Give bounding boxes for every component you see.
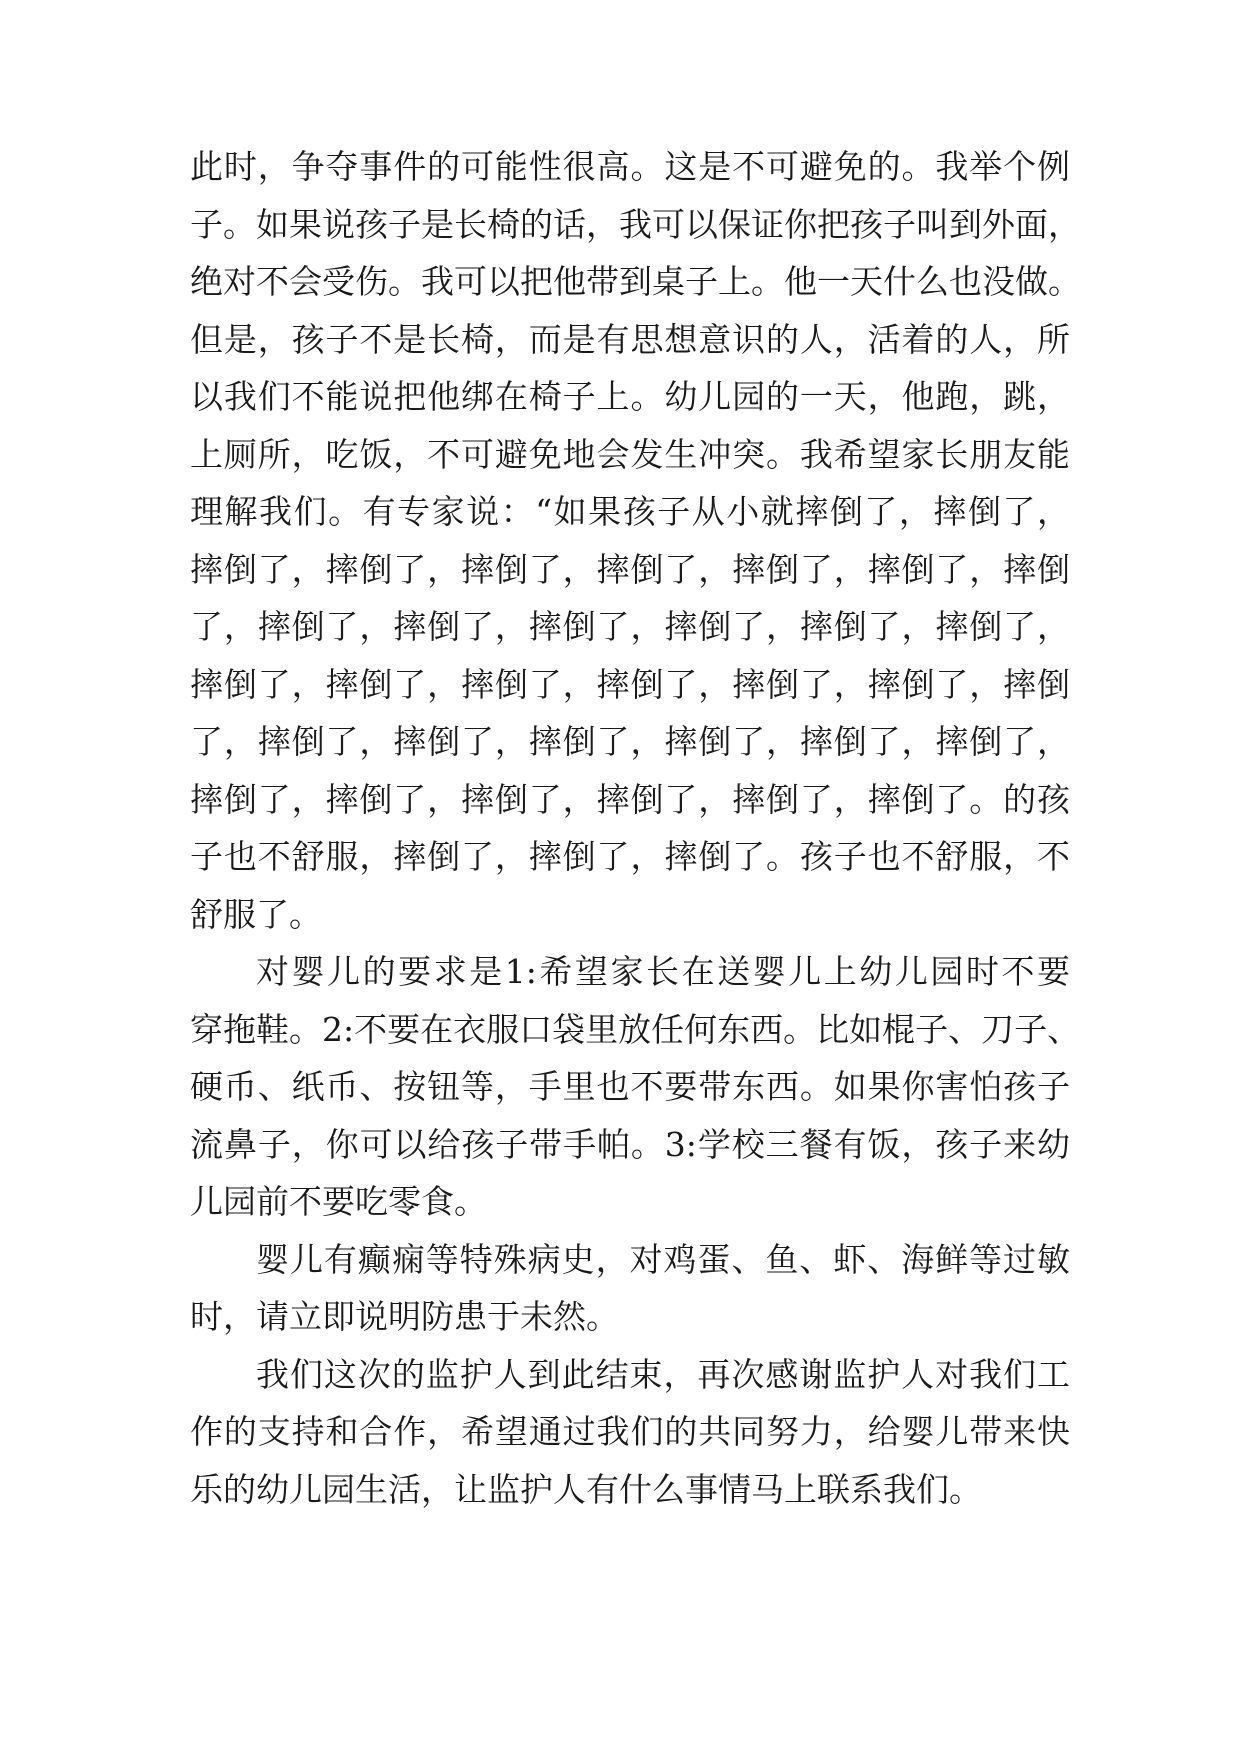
text-line: 作的支持和合作，希望通过我们的共同努力，给婴儿带来快 bbox=[190, 1412, 1070, 1451]
paragraph-3 bbox=[190, 1231, 1070, 1346]
paragraph-1 bbox=[190, 138, 1081, 943]
text-line: 时，请立即说明防患于未然。 bbox=[190, 1297, 619, 1336]
text-line: 婴儿有癫痫等特殊病史，对鸡蛋、鱼、虾、海鲜等过敏 bbox=[256, 1239, 1070, 1279]
text-line: 理解我们。有专家说：“如果孩子从小就摔倒了，摔倒了， bbox=[190, 492, 1070, 531]
text-line: 子也不舒服，摔倒了，摔倒了，摔倒了。孩子也不舒服，不 bbox=[190, 837, 1070, 876]
text-line: 以我们不能说把他绑在椅子上。幼儿园的一天，他跑，跳， bbox=[190, 377, 1070, 416]
text-line: 儿园前不要吃零食。 bbox=[190, 1182, 487, 1221]
text-line: 乐的幼儿园生活，让监护人有什么事情马上联系我们。 bbox=[190, 1469, 982, 1509]
text-line: 穿拖鞋。2:不要在衣服口袋里放任何东西。比如棍子、刀子、 bbox=[190, 1009, 1081, 1049]
text-line: 但是，孩子不是长椅，而是有思想意识的人，活着的人，所 bbox=[190, 319, 1070, 359]
text-line: 子。如果说孩子是长椅的话，我可以保证你把孩子叫到外面， bbox=[190, 204, 1081, 244]
text-line: 对婴儿的要求是1:希望家长在送婴儿上幼儿园时不要 bbox=[256, 952, 1070, 991]
text-line: 硬币、纸币、按钮等，手里也不要带东西。如果你害怕孩子 bbox=[190, 1067, 1070, 1106]
text-line: 摔倒了，摔倒了，摔倒了，摔倒了，摔倒了，摔倒了。的孩 bbox=[190, 779, 1070, 819]
text-line: 舒服了。 bbox=[190, 894, 322, 934]
text-line: 了，摔倒了，摔倒了，摔倒了，摔倒了，摔倒了，摔倒了， bbox=[190, 607, 1070, 646]
paragraph-4 bbox=[190, 1346, 1070, 1519]
text-line: 上厕所，吃饭，不可避免地会发生冲突。我希望家长朋友能 bbox=[190, 434, 1070, 474]
text-line: 我们这次的监护人到此结束，再次感谢监护人对我们工 bbox=[256, 1354, 1070, 1394]
text-line: 了，摔倒了，摔倒了，摔倒了，摔倒了，摔倒了，摔倒了， bbox=[190, 722, 1070, 761]
text-line: 此时，争夺事件的可能性很高。这是不可避免的。我举个例 bbox=[190, 147, 1070, 186]
text-line: 绝对不会受伤。我可以把他带到桌子上。他一天什么也没做。 bbox=[190, 262, 1081, 301]
document-body bbox=[190, 138, 1081, 1518]
text-line: 流鼻子，你可以给孩子带手帕。3:学校三餐有饭，孩子来幼 bbox=[190, 1124, 1070, 1164]
paragraph-2 bbox=[190, 943, 1081, 1231]
text-line: 摔倒了，摔倒了，摔倒了，摔倒了，摔倒了，摔倒了，摔倒 bbox=[190, 664, 1070, 704]
text-line: 摔倒了，摔倒了，摔倒了，摔倒了，摔倒了，摔倒了，摔倒 bbox=[190, 549, 1070, 589]
